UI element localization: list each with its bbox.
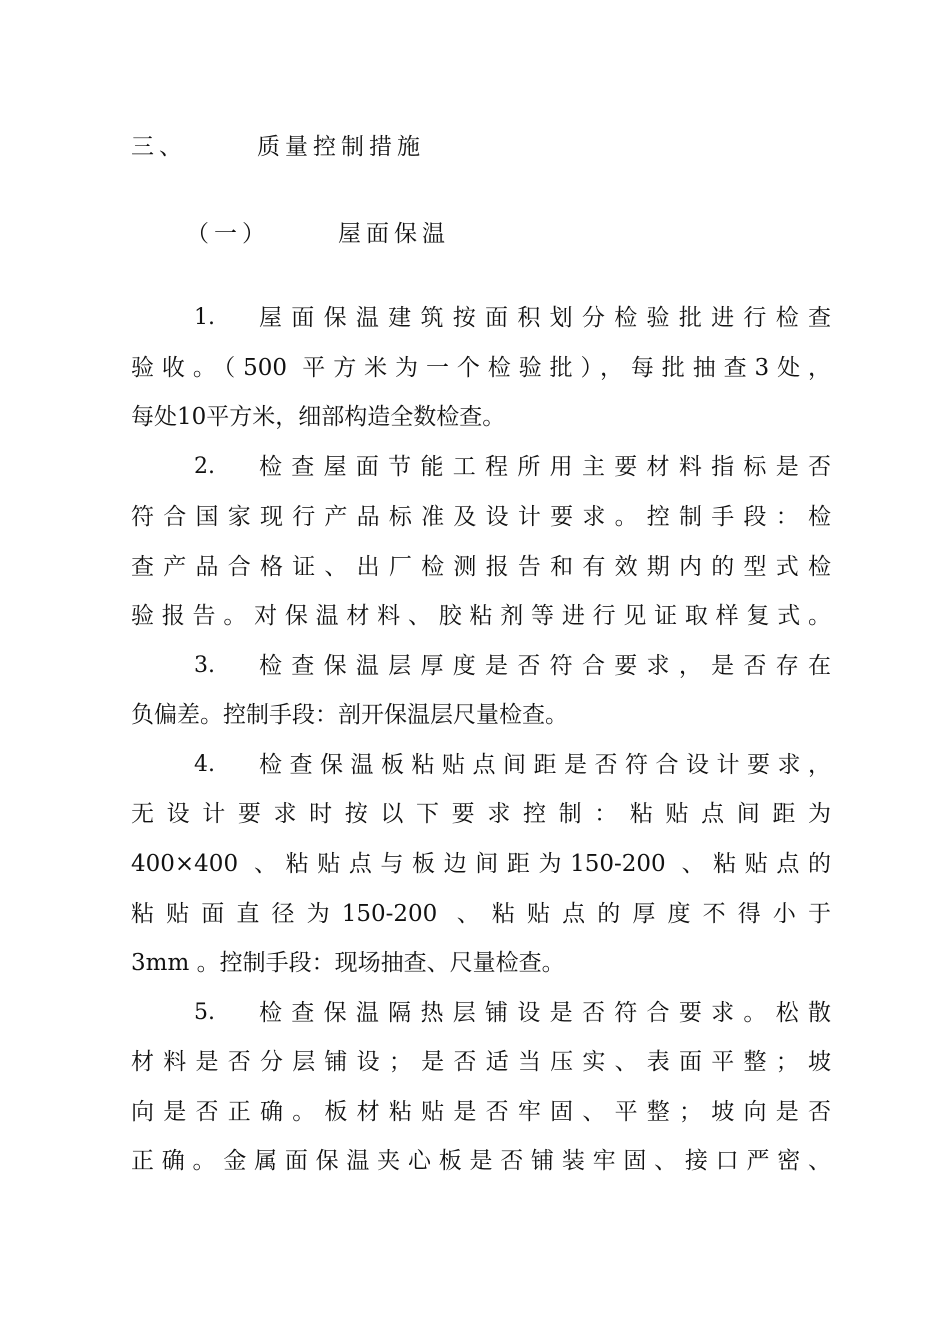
item-4-line-5: 3mm 。控制手段：现场抽查、尺量检查。 [131,950,565,976]
item-2-line-1: 检查屋面节能工程所用主要材料指标是否 [259,454,831,480]
item-4-number: 4. [194,752,215,777]
item-4-line-1: 检查保温板粘贴点间距是否符合设计要求， [259,752,831,778]
item-2-line-3: 查产品合格证、出厂检测报告和有效期内的型式检 [131,554,831,580]
item-1-line-2: 验收。（500 平方米为一个检验批），每批抽查3处， [131,355,831,381]
item-3-line-1: 检查保温层厚度是否符合要求，是否存在 [259,653,831,679]
item-3-line-2: 负偏差。控制手段：剖开保温层尺量检查。 [131,702,568,728]
item-5-line-3: 向是否正确。板材粘贴是否牢固、平整；坡向是否 [131,1099,831,1125]
item-4-line-4: 粘贴面直径为150-200 、粘贴点的厚度不得小于 [131,901,831,927]
item-4-line-2: 无设计要求时按以下要求控制：粘贴点间距为 [131,801,831,827]
section-title: 质量控制措施 [257,134,425,160]
item-1-line-3: 每处10平方米，细部构造全数检查。 [131,404,506,430]
item-2-number: 2. [194,454,215,479]
item-3-number: 3. [194,653,215,678]
subsection-title: 屋面保温 [338,221,450,247]
item-5-line-4: 正确。金属面保温夹心板是否铺装牢固、接口严密、 [131,1148,831,1174]
item-2-line-4: 验报告。对保温材料、胶粘剂等进行见证取样复式。 [131,603,831,629]
item-5-line-1: 检查保温隔热层铺设是否符合要求。松散 [259,1000,831,1026]
item-1-line-1: 屋面保温建筑按面积划分检验批进行检查 [259,305,831,331]
subsection-number: （一） [186,221,270,247]
item-1-number: 1. [194,305,215,330]
item-5-line-2: 材料是否分层铺设；是否适当压实、表面平整；坡 [131,1049,831,1075]
item-2-line-2: 符合国家现行产品标准及设计要求。控制手段：检 [131,504,831,530]
item-5-number: 5. [194,1000,215,1025]
item-4-line-3: 400×400 、粘贴点与板边间距为150-200 、粘贴点的 [131,851,831,877]
section-number: 三、 [131,134,187,160]
